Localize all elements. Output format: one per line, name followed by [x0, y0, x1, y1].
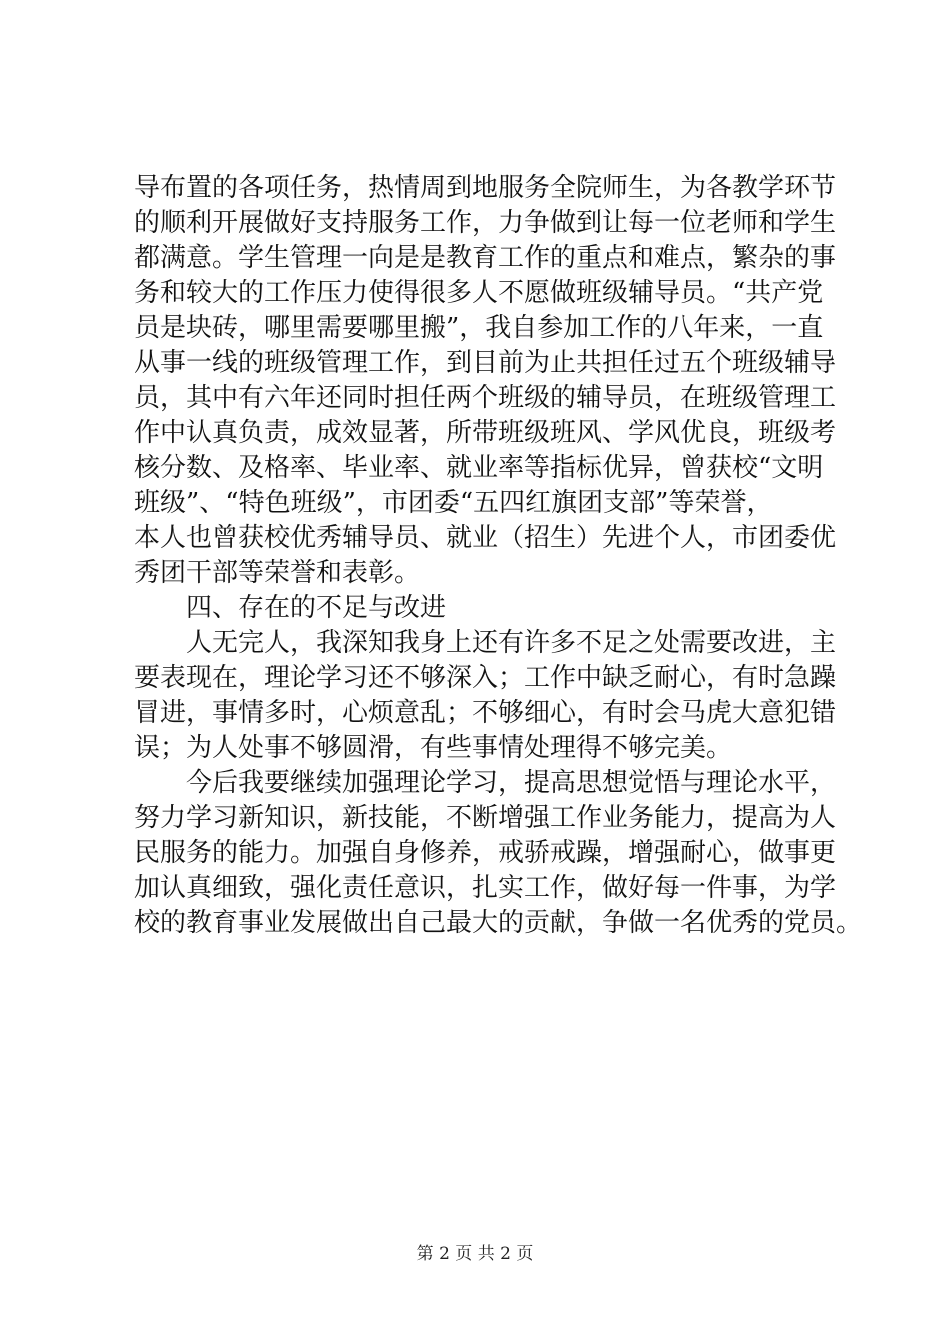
text-line: 人无完人，我深知我身上还有许多不足之处需要改进，主: [186, 628, 837, 658]
text-line: 员，其中有六年还同时担任两个班级的辅导员，在班级管理工: [134, 383, 837, 413]
text-line: 员是块砖，哪里需要哪里搬”，我自参加工作的八年来，一直: [134, 313, 824, 343]
text-line: 努力学习新知识，新技能，不断增强工作业务能力，提高为人: [134, 803, 837, 833]
text-line: 班级”、“特色班级”，市团委“五四红旗团支部”等荣誉，: [134, 488, 773, 518]
text-line: 务和较大的工作压力使得很多人不愿做班级辅导员。“共产党: [134, 278, 824, 308]
text-line: 本人也曾获校优秀辅导员、就业（招生）先进个人，市团委优: [134, 523, 837, 553]
text-line: 都满意。学生管理一向是是教育工作的重点和难点，繁杂的事: [134, 243, 837, 273]
text-line: 误；为人处事不够圆滑，有些事情处理得不够完美。: [134, 733, 733, 763]
text-line: 加认真细致，强化责任意识，扎实工作，做好每一件事，为学: [134, 873, 837, 903]
text-line: 导布置的各项任务，热情周到地服务全院师生，为各教学环节: [134, 173, 837, 203]
text-line: 的顺利开展做好支持服务工作，力争做到让每一位老师和学生: [134, 208, 837, 238]
text-line: 核分数、及格率、毕业率、就业率等指标优异，曾获校“文明: [134, 453, 824, 483]
section-heading: 四、存在的不足与改进: [186, 593, 447, 623]
text-line: 从事一线的班级管理工作，到目前为止共担任过五个班级辅导: [134, 348, 837, 378]
text-line: 作中认真负责，成效显著，所带班级班风、学风优良，班级考: [134, 418, 837, 448]
text-line: 冒进，事情多时，心烦意乱；不够细心，有时会马虎大意犯错: [134, 698, 837, 728]
text-line: 校的教育事业发展做出自己最大的贡献，争做一名优秀的党员。: [134, 908, 863, 938]
document-body: [134, 171, 863, 941]
text-line: 今后我要继续加强理论学习，提高思想觉悟与理论水平，: [186, 768, 837, 798]
text-line: 要表现在，理论学习还不够深入；工作中缺乏耐心，有时急躁: [134, 663, 837, 693]
text-line: 秀团干部等荣誉和表彰。: [134, 558, 421, 588]
text-line: 民服务的能力。加强自身修养，戒骄戒躁，增强耐心，做事更: [134, 838, 837, 868]
page-number: 第 2 页 共 2 页: [416, 1244, 534, 1264]
